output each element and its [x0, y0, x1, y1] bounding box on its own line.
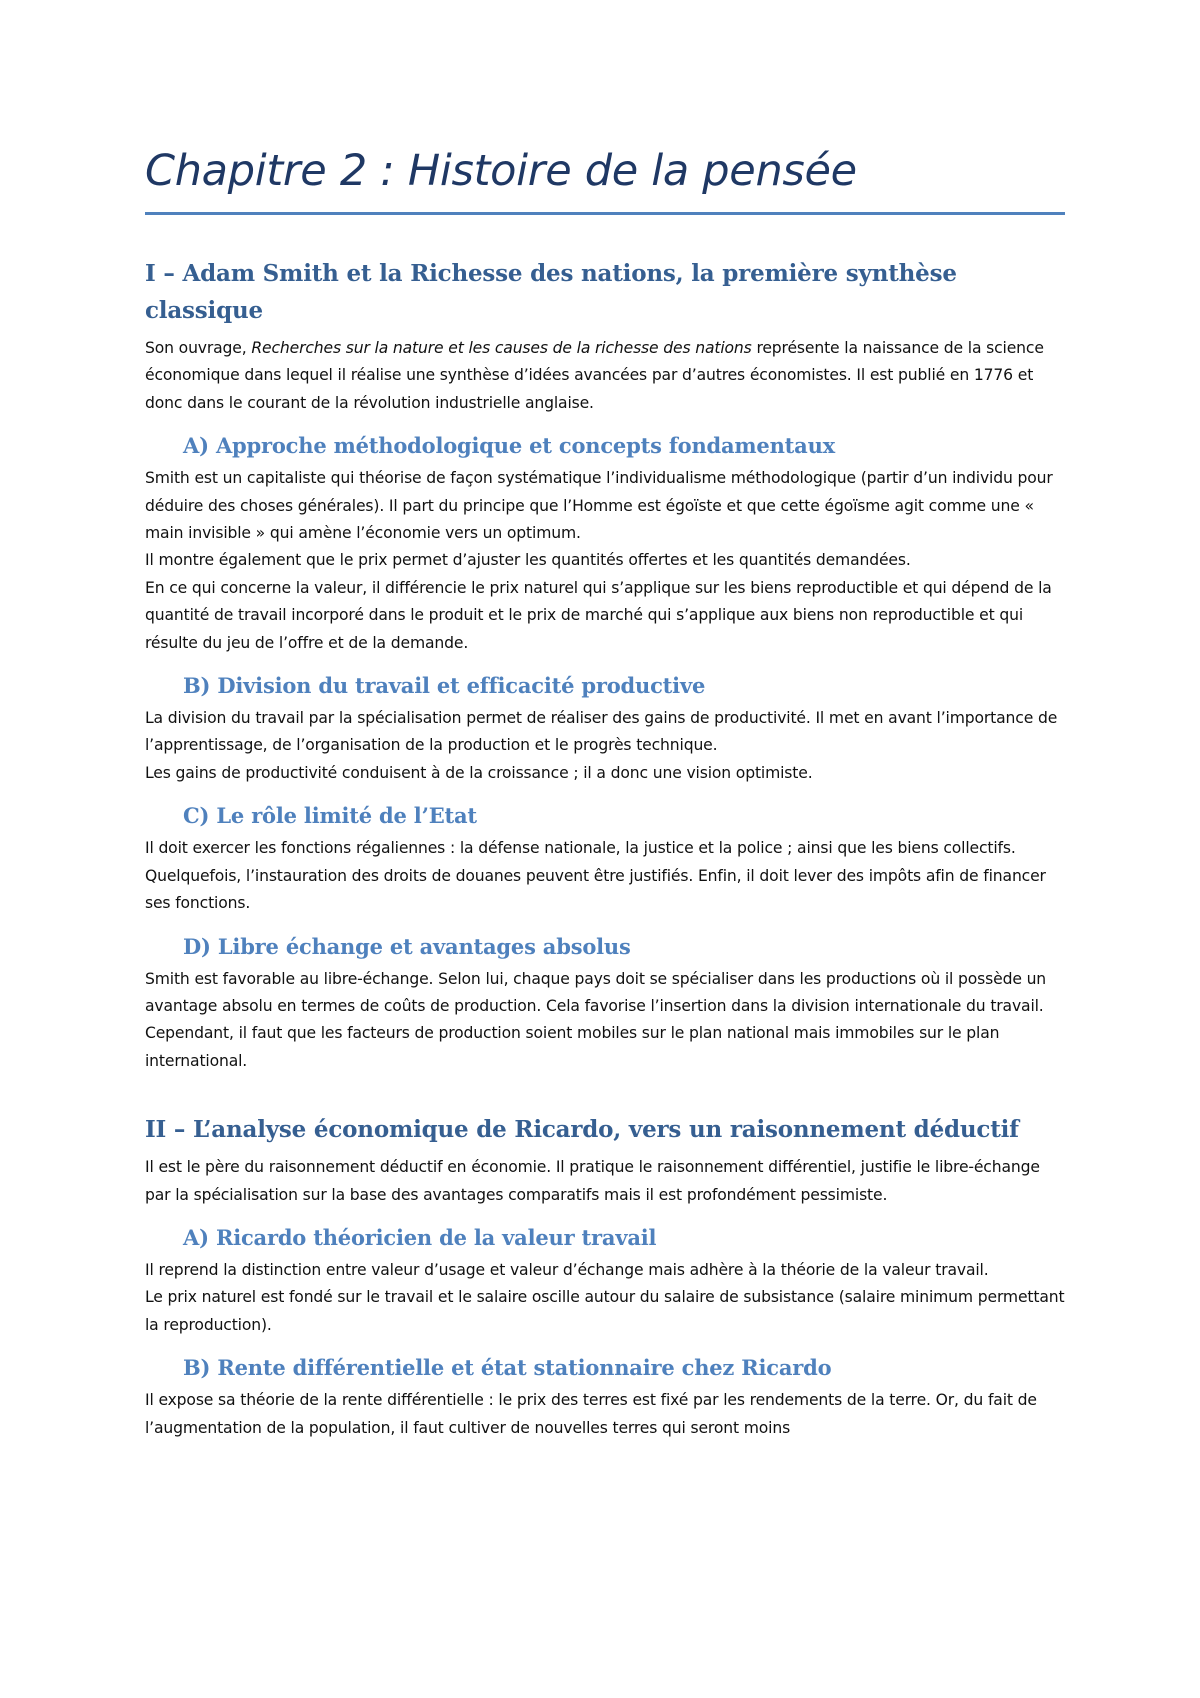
subsection-2b-paragraph-1: Il expose sa théorie de la rente différentielle : le prix des terres est fixé par les rendements de la terre. Or, du fait de l’augmentation de la population, il faut cultiver de nouvelles terres qui seront moins [145, 1391, 1037, 1437]
subsection-2a-paragraph-1: Il reprend la distinction entre valeur d’usage et valeur d’échange mais adhère à la théorie de la valeur travail. [145, 1260, 989, 1279]
subsection-1b-heading: B) Division du travail et efficacité productive [183, 673, 706, 699]
document-page [145, 130, 1065, 1442]
page-title: Chapitre 2 : Histoire de la pensée [145, 146, 857, 196]
section-2-intro: Il est le père du raisonnement déductif en économie. Il pratique le raisonnement différentiel, justifie le libre-échange par la spécialisation sur la base des avantages comparatifs mais il est profondément pessimiste. [145, 1158, 1040, 1204]
subsection-1a-paragraph-3: En ce qui concerne la valeur, il différencie le prix naturel qui s’applique sur les biens reproductible et qui dépend de la quantité de travail incorporé dans le produit et le prix de marché qui s’applique aux biens non reproductible et qui résulte du jeu de l’offre et de la demande. [145, 578, 1052, 652]
subsection-2a-heading: A) Ricardo théoricien de la valeur travail [183, 1224, 657, 1250]
intro-text-before: Son ouvrage, [145, 339, 252, 357]
section-2-heading: II – L’analyse économique de Ricardo, vers un raisonnement déductif [145, 1116, 1019, 1144]
subsection-1a-heading: A) Approche méthodologique et concepts fondamentaux [183, 433, 835, 459]
subsection-1a-paragraph-1: Smith est un capitaliste qui théorise de façon systématique l’individualisme méthodologique (partir d’un individu pour déduire des choses générales). Il part du principe que l’Homme est égoïste et que cette égoïsme agit comme une « main invisible » qui amène l’économie vers un optimum. [145, 469, 1053, 543]
book-title: Recherches sur la nature et les causes de la richesse des nations [251, 339, 752, 357]
subsection-1a-paragraph-2: Il montre également que le prix permet d’ajuster les quantités offertes et les quantités demandées. [145, 551, 911, 570]
intro-text-after: représente la naissance de la science économique dans lequel il réalise une synthèse d’idées avancées par d’autres économistes. Il est publié en 1776 et donc dans le courant de la révolution industrielle anglaise. [145, 339, 1044, 412]
section-1-heading: I – Adam Smith et la Richesse des nations, la première synthèse classique [145, 260, 957, 324]
subsection-1b-paragraph-1: La division du travail par la spécialisation permet de réaliser des gains de productivité. Il met en avant l’importance de l’apprentissage, de l’organisation de la production et le progrès technique. [145, 709, 1058, 755]
section-1-intro [145, 335, 1065, 417]
subsection-2a-paragraph-2: Le prix naturel est fondé sur le travail et le salaire oscille autour du salaire de subsistance (salaire minimum permettant la reproduction). [145, 1288, 1065, 1334]
subsection-2b-heading: B) Rente différentielle et état stationnaire chez Ricardo [183, 1355, 832, 1381]
subsection-1d-heading: D) Libre échange et avantages absolus [183, 933, 631, 959]
subsection-1b-paragraph-2: Les gains de productivité conduisent à de la croissance ; il a donc une vision optimiste. [145, 763, 813, 782]
subsection-1c-heading: C) Le rôle limité de l’Etat [183, 803, 477, 829]
subsection-1d-paragraph-1: Smith est favorable au libre-échange. Selon lui, chaque pays doit se spécialiser dans les productions où il possède un avantage absolu en termes de coûts de production. Cela favorise l’insertion dans la division internationale du travail. Cependant, il faut que les facteurs de production soient mobiles sur le plan national mais immobiles sur le plan international. [145, 969, 1047, 1070]
subsection-1c-paragraph-1: Il doit exercer les fonctions régaliennes : la défense nationale, la justice et la police ; ainsi que les biens collectifs. Quelquefois, l’instauration des droits de douanes peuvent être justifiés. Enfin, il doit lever des impôts afin de financer ses fonctions. [145, 839, 1046, 913]
title-underline [145, 212, 1065, 215]
